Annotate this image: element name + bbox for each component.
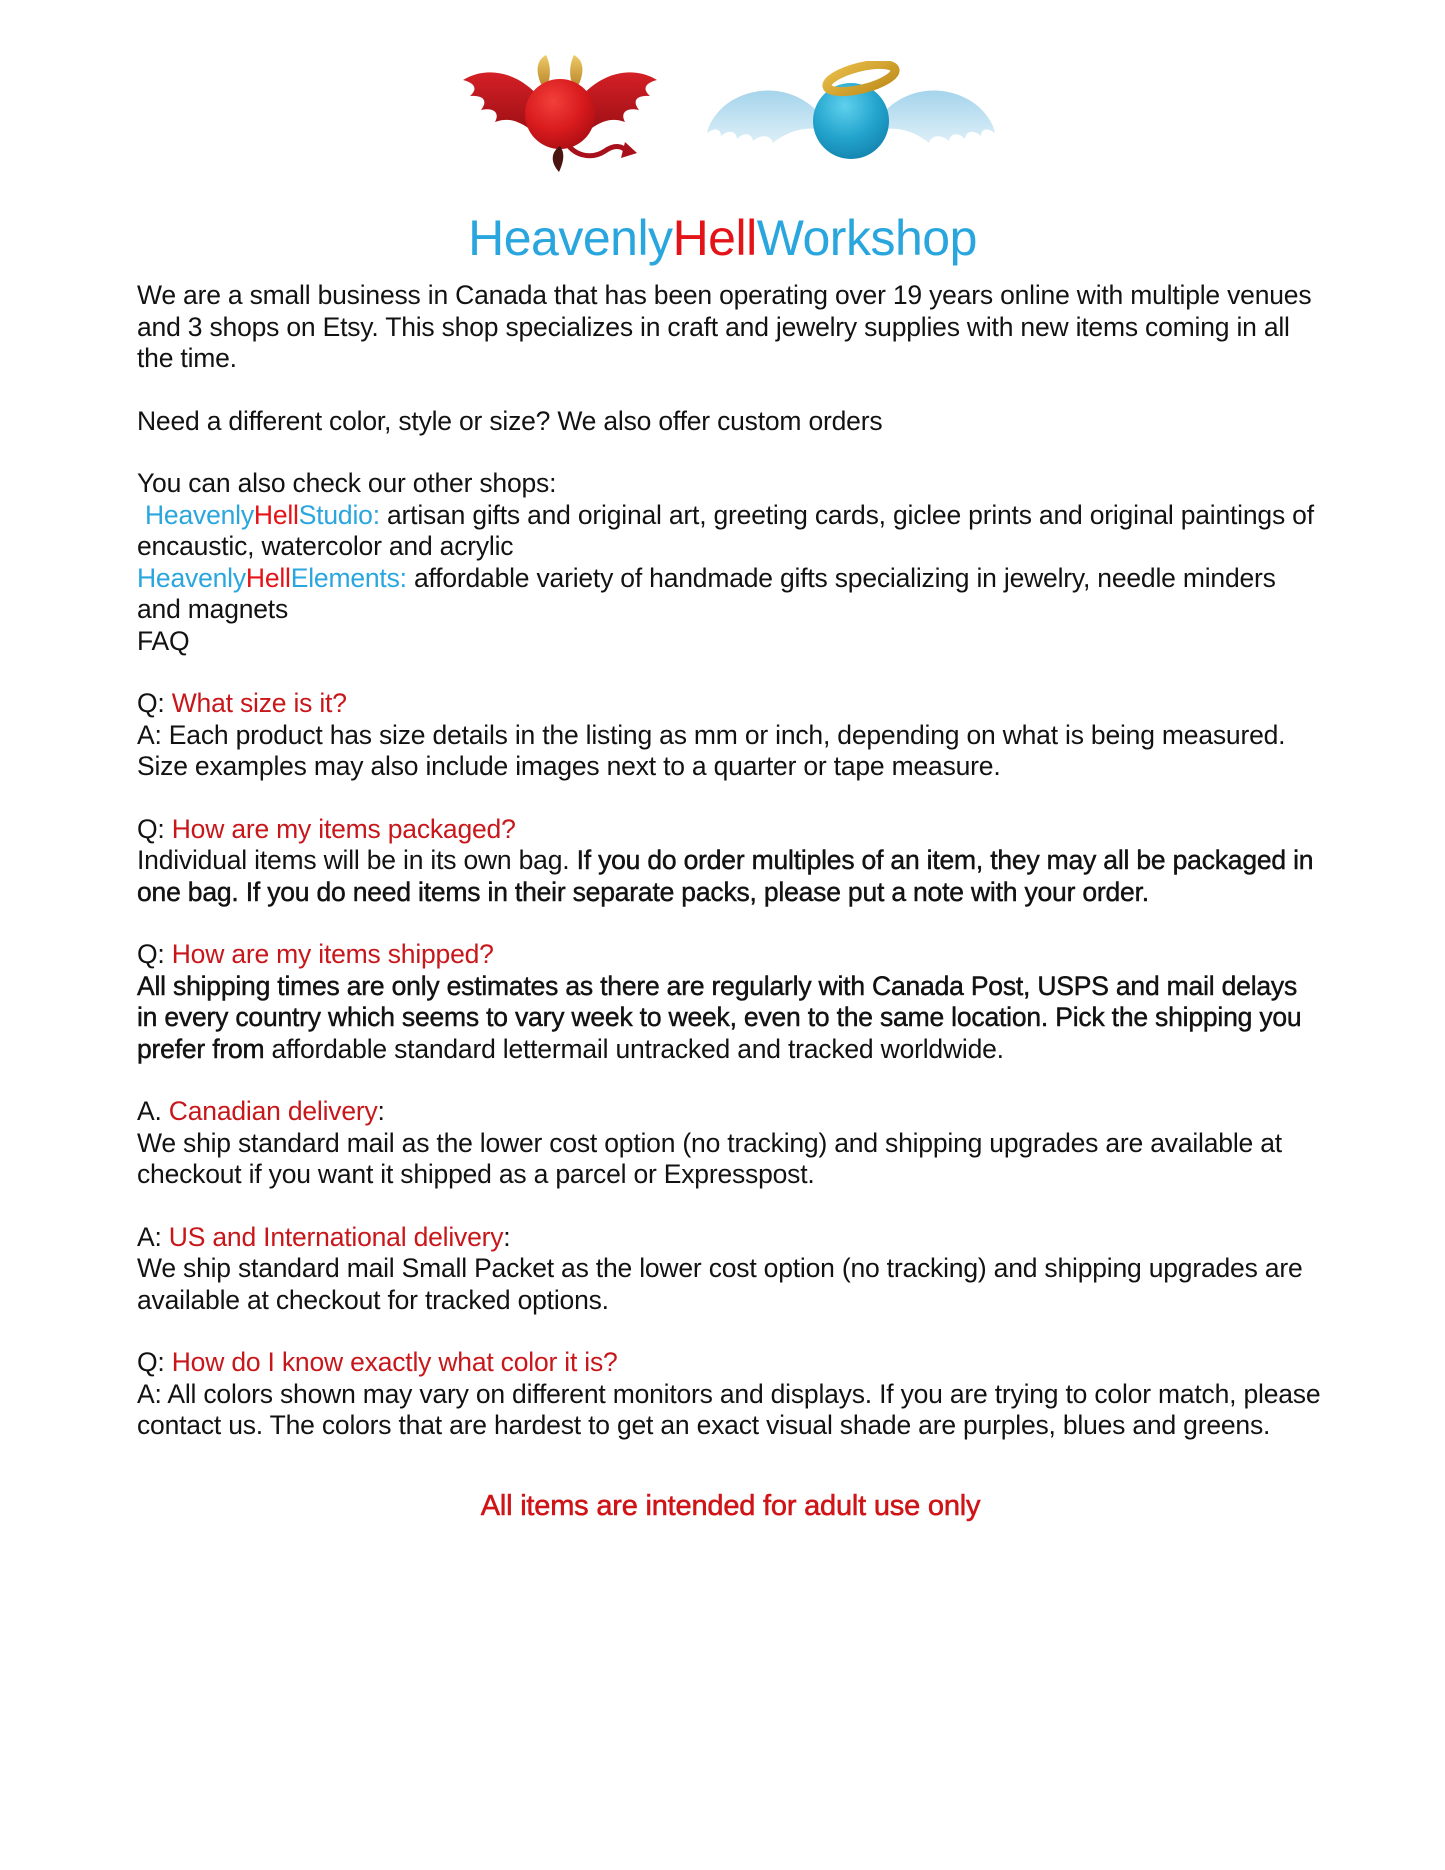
elements-link-heavenly[interactable]: Heavenly [137,562,246,593]
q-prefix: Q: [137,1347,165,1377]
q4-answer: A: All colors shown may vary on different monitors and displays. If you are trying to color match, please contact us. The colors that are hardest to get an exact visual shade are purples, blues and greens. [137,1378,1321,1440]
elements-link-hell[interactable]: Hell [245,562,291,593]
us-intl-delivery-answer: We ship standard mail Small Packet as the lower cost option (no tracking) and shipping upgrades are available at checkout for tracked options. [137,1253,1303,1315]
shop-studio-line [137,500,1324,563]
title-hell: Hell [672,210,757,266]
q1-answer: A: Each product has size details in the listing as mm or inch, depending on what is being measured. Size examples may also include images next to a quarter or tape measure. [137,719,1286,781]
faq-q4-question-line [137,1347,1324,1379]
studio-link-name[interactable]: Studio: [298,499,380,530]
canadian-delivery-heading [137,1096,1324,1128]
faq-q2-question-line [137,814,1324,846]
other-shops-heading: You can also check our other shops: [137,468,557,498]
adult-use-notice: All items are intended for adult use only [480,1489,981,1522]
faq-label: FAQ [137,625,190,656]
q-prefix: Q: [137,939,165,969]
us-intl-delivery-label: US and International delivery [161,1221,504,1252]
faq-q2 [137,814,1324,909]
studio-link-heavenly[interactable]: Heavenly [145,499,254,530]
page-title [0,210,1445,266]
q3-answer [137,971,1324,1066]
faq-q4 [137,1347,1324,1442]
canadian-delivery-label: Canadian delivery [161,1096,378,1126]
a-prefix: A. [137,1096,162,1126]
shop-logo [0,0,1445,174]
q-prefix: Q: [137,813,165,844]
faq-q3 [137,939,1324,1065]
title-workshop: Workshop [756,210,977,266]
a-prefix: A: [137,1221,162,1252]
q4-question: How do I know exactly what color it is? [164,1347,618,1377]
q2-question: How are my items packaged? [164,813,516,844]
title-heavenly: Heavenly [468,210,673,266]
studio-link-hell[interactable]: Hell [253,499,299,530]
shop-elements-line [137,563,1324,626]
devil-icon [445,54,675,177]
elements-link-name[interactable]: Elements: [290,562,407,593]
q3-question: How are my items shipped? [164,939,494,969]
q2-answer [137,845,1324,908]
q1-question: What size is it? [164,688,347,718]
angel-icon [701,61,1001,170]
colon: : [377,1096,385,1126]
faq-q1-question-line [137,688,1324,720]
q3-answer-semibold: All shipping times are only estimates as there are regularly with Canada Post, USPS and mail delays in every country which seems to vary week to week, even to the same location. Pick the shipping you prefer from [137,970,1302,1064]
canadian-delivery-section [137,1096,1324,1191]
faq-q3-question-line [137,939,1324,971]
us-intl-delivery-heading [137,1222,1324,1254]
custom-orders-line: Need a different color, style or size? We also offer custom orders [137,405,883,436]
page-content [0,266,1445,1523]
faq-q1 [137,688,1324,783]
q-prefix: Q: [137,688,165,718]
canadian-delivery-answer: We ship standard mail as the lower cost option (no tracking) and shipping upgrades are available at checkout if you want it shipped as a parcel or Expresspost. [137,1127,1282,1189]
other-shops-section [137,468,1324,657]
q3-answer-regular: affordable standard lettermail untracked and tracked worldwide. [264,1033,1004,1064]
colon: : [503,1221,511,1252]
us-intl-delivery-section [137,1222,1324,1317]
q2-answer-regular: Individual items will be in its own bag. [137,845,577,875]
elements-description: affordable variety of handmade gifts specializing in jewelry, needle minders and magnets [137,562,1276,624]
studio-description: artisan gifts and original art, greeting cards, giclee prints and original paintings of encaustic, watercolor and acrylic [137,499,1314,561]
q2-answer-semibold: If you do order multiples of an item, they may all be packaged in one bag. If you do need items in their separate packs, please put a note with your order. [137,845,1314,907]
about-paragraph: We are a small business in Canada that has been operating over 19 years online with multiple venues and 3 shops on Etsy. This shop specializes in craft and jewelry supplies with new items coming in all the time. [137,280,1312,373]
